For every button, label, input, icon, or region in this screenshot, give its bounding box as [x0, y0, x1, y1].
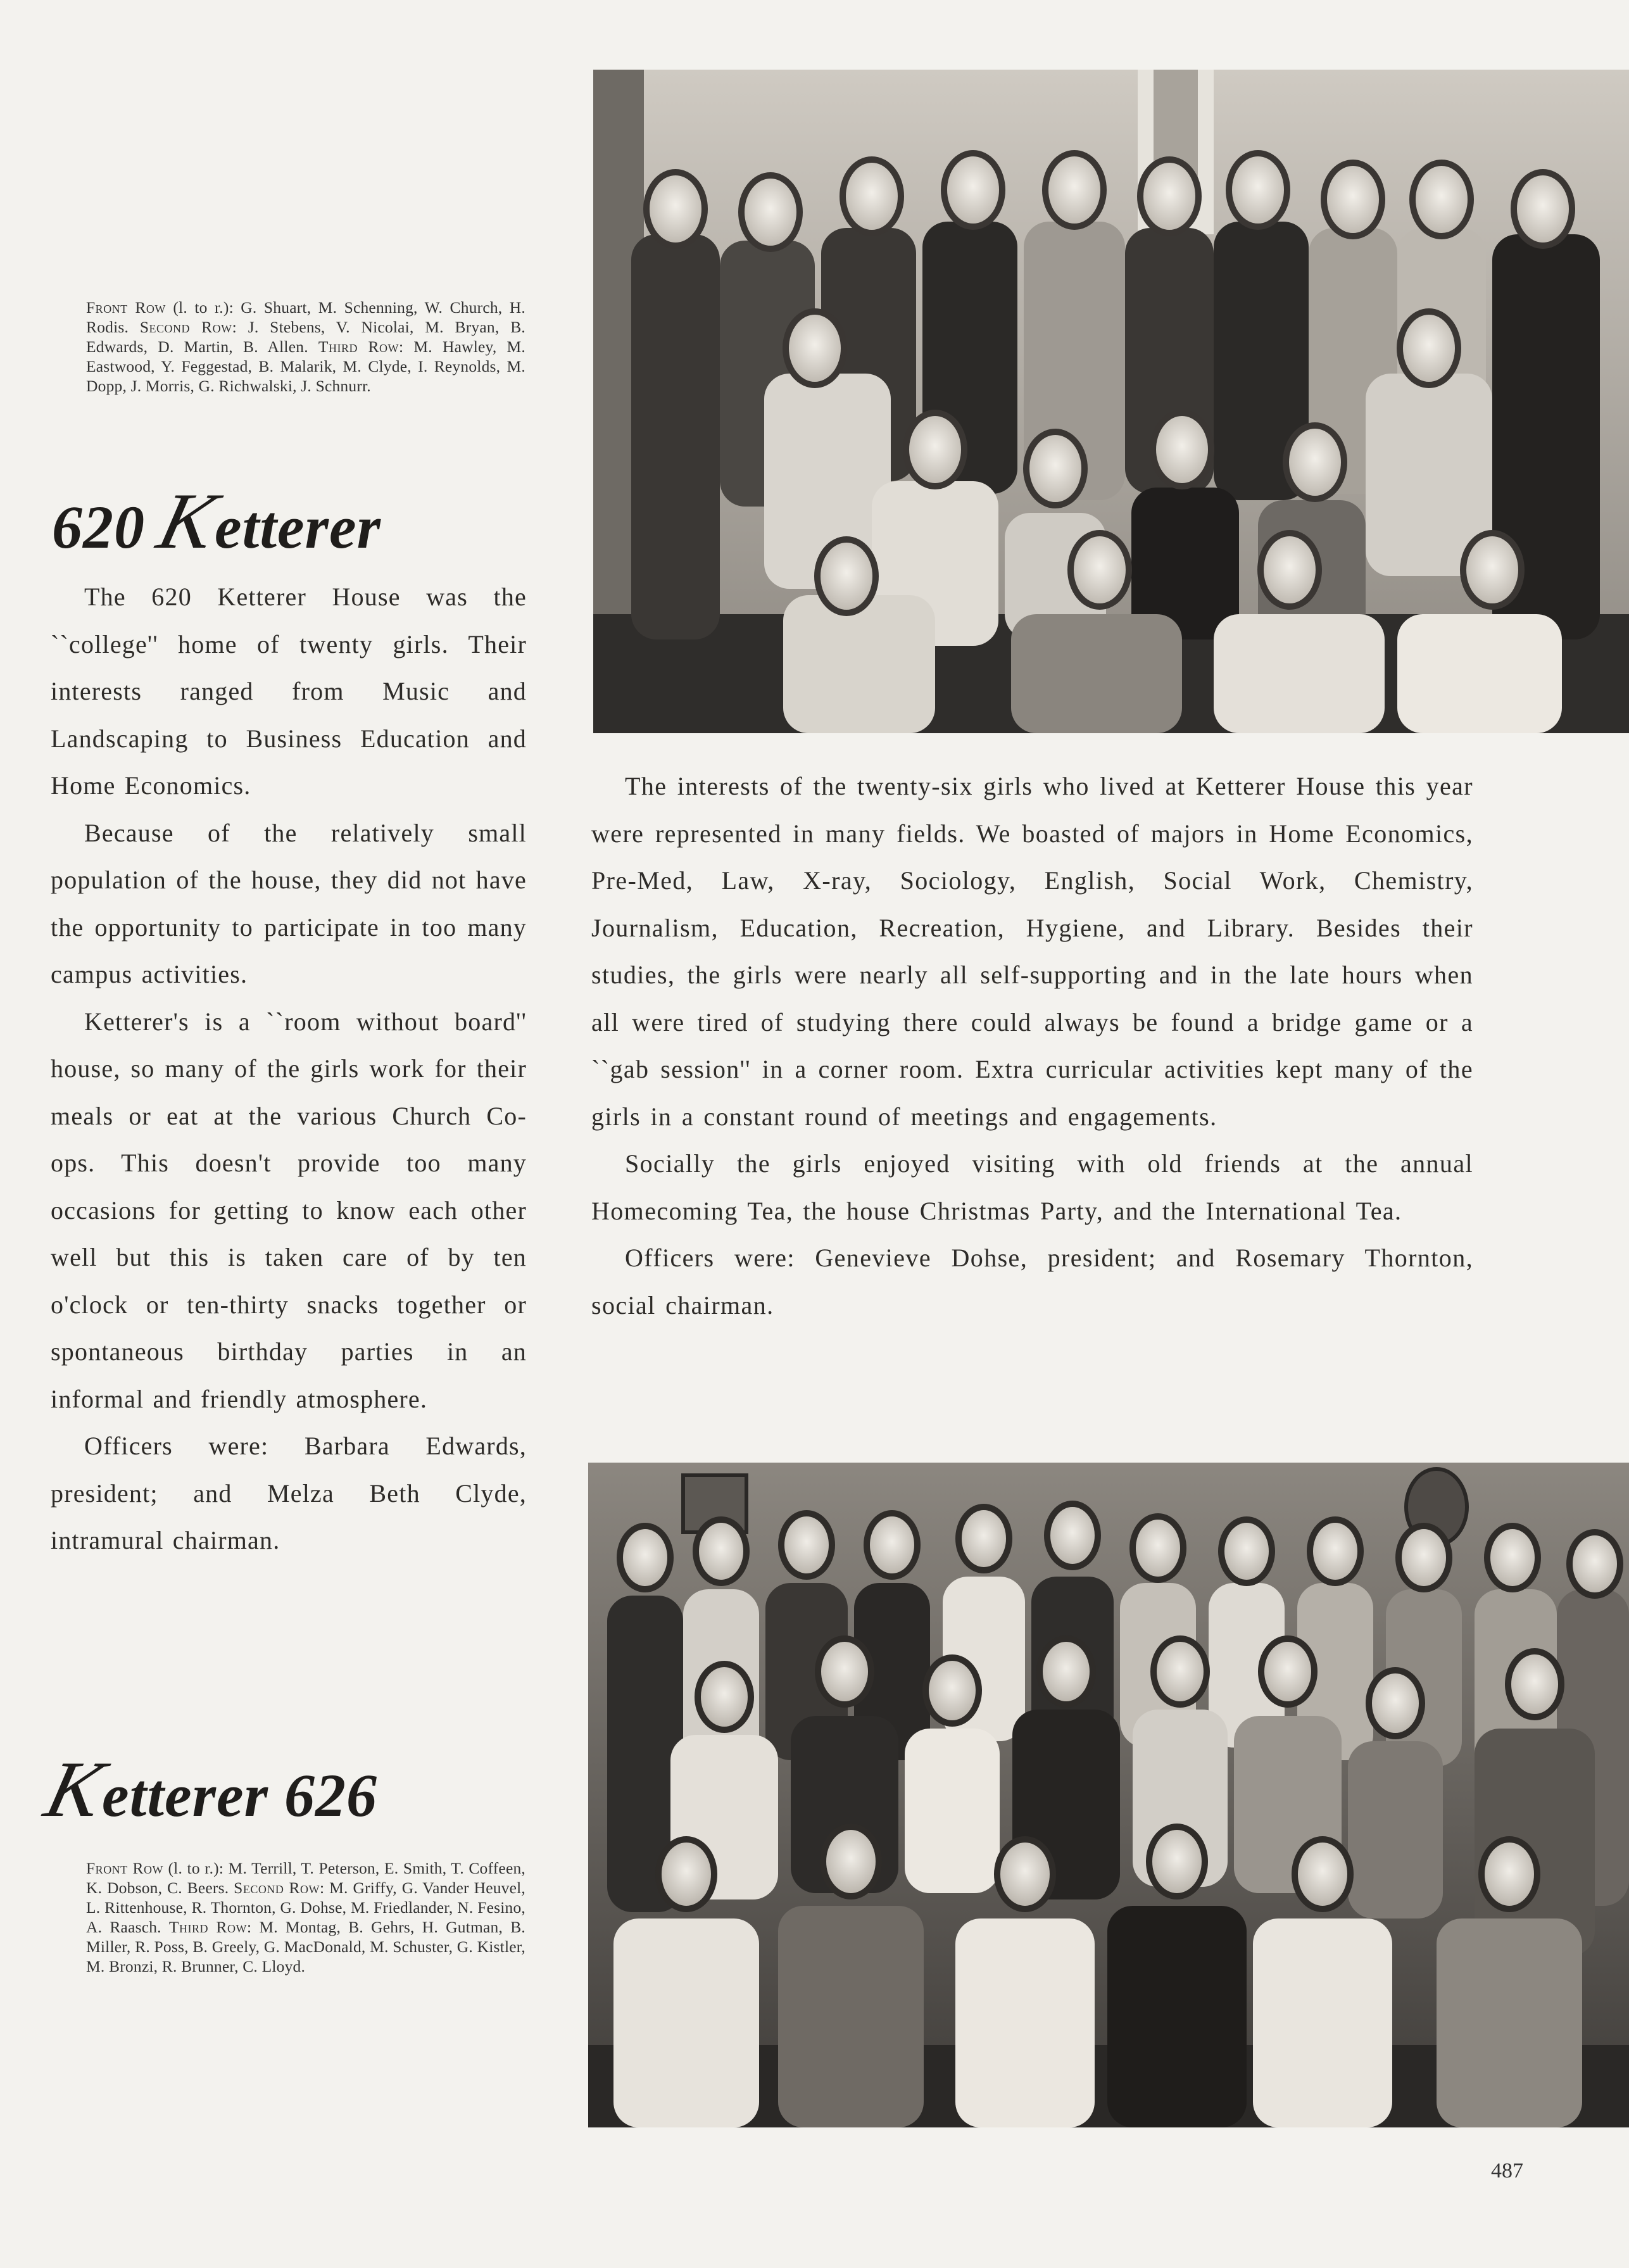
left-paragraph-2: Because of the relatively small population of the house, they did not have the opportunity to participate in too many campus activities. [51, 818, 527, 988]
heading-swash-initial: K [149, 477, 226, 565]
heading-number: 626 [268, 1761, 377, 1829]
front-row-names: (l. to r.): M. Terrill, T. Peterson, E. Smith, T. Coffeen, K. Dobson, C. Beers. [86, 1859, 525, 1897]
group-photo-620-ketterer [593, 70, 1629, 733]
heading-ketterer-626 [37, 1744, 377, 1836]
left-paragraph-3: Ketterer's is a ``room without board'' house, so many of the girls work for their meals or eat at the various Church Co-ops. This doesn't provide too many occasions for getting to know each other well but this is taken care of by ten o'clock or ten-thirty snacks together or spontaneous birthday parties in an informal and friendly atmosphere. [51, 1007, 527, 1413]
right-paragraph-2: Socially the girls enjoyed visiting with old friends at the annual Homecoming Tea, the house Christmas Party, and the International Tea. [591, 1149, 1473, 1225]
second-row-names: : M. Griffy, G. Vander Heuvel, L. Rittenhouse, R. Thornton, G. Dohse, M. Friedlander, N. Fesino, A. Raasch. [86, 1879, 525, 1936]
second-row-names: : J. Stebens, V. Nicolai, M. Bryan, B. Edwards, D. Martin, B. Allen. [86, 318, 525, 356]
second-row-label: Second Row [139, 318, 232, 336]
right-paragraph-3: Officers were: Genevieve Dohse, president; and Rosemary Thornton, social chairman. [591, 1244, 1473, 1320]
page-number: 487 [1491, 2159, 1523, 2183]
third-row-label: Third Row [168, 1918, 247, 1936]
heading-number: 620 [52, 493, 161, 561]
right-column-text [591, 763, 1473, 1329]
heading-swash-initial: K [37, 1746, 113, 1834]
front-row-label: Front Row [86, 1859, 163, 1877]
group-photo-620-illustration [593, 70, 1629, 733]
left-column-text [51, 574, 527, 1565]
group-photo-ketterer-626 [588, 1463, 1629, 2127]
heading-word: etterer [102, 1761, 268, 1829]
right-paragraph-1: The interests of the twenty-six girls who lived at Ketterer House this year were represented in many fields. We boasted of majors in Home Economics, Pre-Med, Law, X-ray, Sociology, English, Social Work, Chemistry, Journalism, Education, Recreation, Hygiene, and Library. Besides their studies, the girls were nearly all self-supporting and in the late hours when all were tired of studying there could always be found a bridge game or a ``gab session'' in a corner room. Extra curricular activities kept many of the girls in a constant round of meetings and engagements. [591, 772, 1473, 1131]
front-row-names: (l. to r.): G. Shuart, M. Schenning, W. Church, H. Rodis. [86, 298, 525, 336]
second-row-label: Second Row [234, 1879, 320, 1897]
third-row-names: : M. Montag, B. Gehrs, H. Gutman, B. Miller, R. Poss, B. Greely, G. MacDonald, M. Schuster, G. Kistler, M. Bronzi, R. Brunner, C. Lloyd. [86, 1918, 525, 1975]
left-paragraph-4: Officers were: Barbara Edwards, president; and Melza Beth Clyde, intramural chairman. [51, 1432, 527, 1554]
top-photo-caption [86, 298, 525, 396]
left-paragraph-1: The 620 Ketterer House was the ``college'' home of twenty girls. Their interests ranged from Music and Landscaping to Business Education and Home Economics. [51, 583, 527, 800]
group-photo-626-illustration [588, 1463, 1629, 2127]
third-row-names: : M. Hawley, M. Eastwood, Y. Feggestad, B. Malarik, M. Clyde, I. Reynolds, M. Dopp, J. Morris, G. Richwalski, J. Schnurr. [86, 337, 525, 395]
third-row-label: Third Row [318, 337, 399, 356]
bottom-photo-caption [86, 1858, 525, 1976]
front-row-label: Front Row [86, 298, 166, 317]
heading-word: etterer [215, 493, 381, 561]
heading-620-ketterer [52, 476, 381, 567]
